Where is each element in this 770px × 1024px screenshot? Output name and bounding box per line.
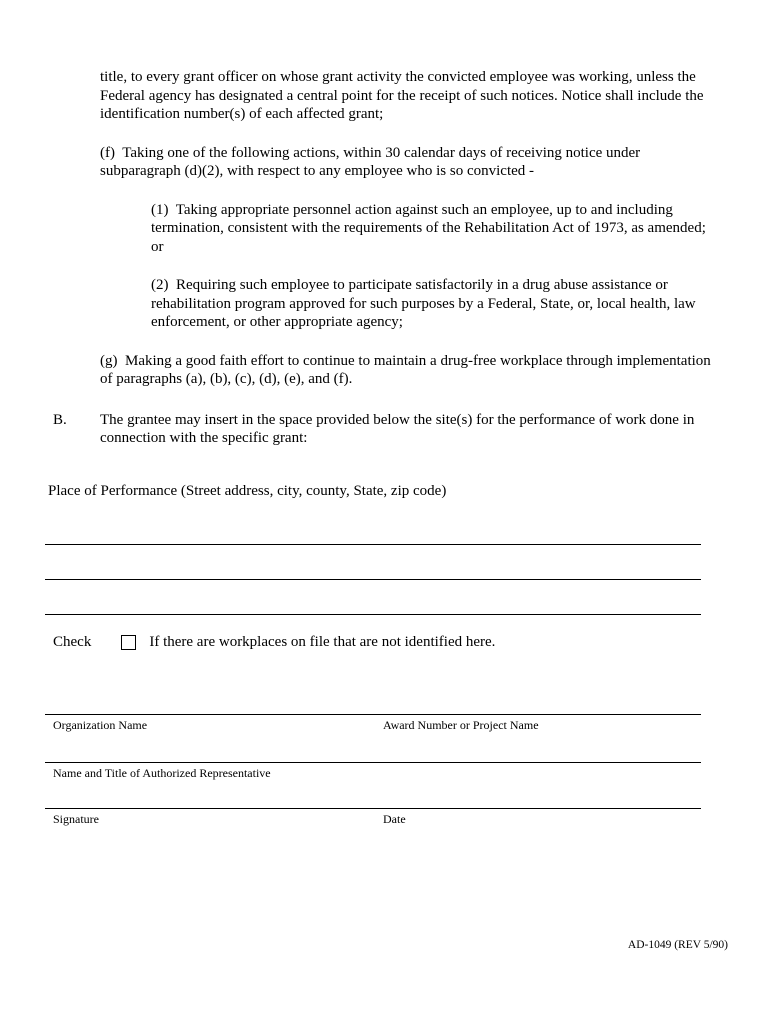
- paragraph-f-1: (1) Taking appropriate personnel action against such an employee, up to and including termination, consistent with the requirements of the Rehabilitation Act of 1973, as amended; or: [151, 201, 710, 255]
- date-label: Date: [383, 811, 406, 826]
- signature-label: Signature: [53, 811, 99, 826]
- organization-name-label: Organization Name: [53, 717, 148, 732]
- check-label: Check: [53, 634, 92, 650]
- name-title-line[interactable]: [45, 762, 701, 763]
- signature-date-labels-row: [53, 812, 770, 826]
- paragraph-notice-continuation: title, to every grant officer on whose grant activity the convicted employee was working, unless the Federal agency has designated a central point for the receipt of such notices. Notice shall include the identification number(s) of each affected grant;: [100, 69, 708, 122]
- place-of-performance-line-2[interactable]: [45, 579, 701, 580]
- name-title-labels-row: [53, 766, 770, 780]
- check-row: [53, 633, 770, 652]
- name-title-label: Name and Title of Authorized Representative: [53, 765, 271, 780]
- check-text: If there are workplaces on file that are not identified here.: [149, 634, 496, 650]
- organization-name-line[interactable]: [45, 714, 701, 715]
- paragraph-g: (g) Making a good faith effort to continue to maintain a drug-free workplace through implementation of paragraphs (a), (b), (c), (d), (e), and (f).: [100, 352, 715, 387]
- place-of-performance-label: Place of Performance (Street address, city, county, State, zip code): [48, 482, 447, 499]
- organization-award-labels-row: [53, 718, 770, 732]
- place-of-performance-line-3[interactable]: [45, 614, 701, 615]
- signature-line[interactable]: [45, 808, 701, 809]
- section-b: [0, 411, 770, 448]
- place-of-performance-line-1[interactable]: [45, 544, 701, 545]
- signature-section: [0, 714, 770, 826]
- form-number: AD-1049 (REV 5/90): [627, 939, 728, 951]
- award-number-label: Award Number or Project Name: [383, 717, 539, 732]
- workplaces-checkbox[interactable]: [121, 635, 136, 650]
- paragraph-f: (f) Taking one of the following actions, within 30 calendar days of receiving notice under subparagraph (d)(2), with respect to any employee who is so convicted -: [100, 144, 644, 179]
- paragraph-f-2: (2) Requiring such employee to participate satisfactorily in a drug abuse assistance or rehabilitation program approved for such purposes by a Federal, State, or, local health, law enforcement, or other appropriate agency;: [151, 277, 700, 330]
- section-b-label: B.: [53, 411, 67, 428]
- section-b-text: The grantee may insert in the space provided below the site(s) for the performance of work done in connection with the specific grant:: [100, 411, 699, 446]
